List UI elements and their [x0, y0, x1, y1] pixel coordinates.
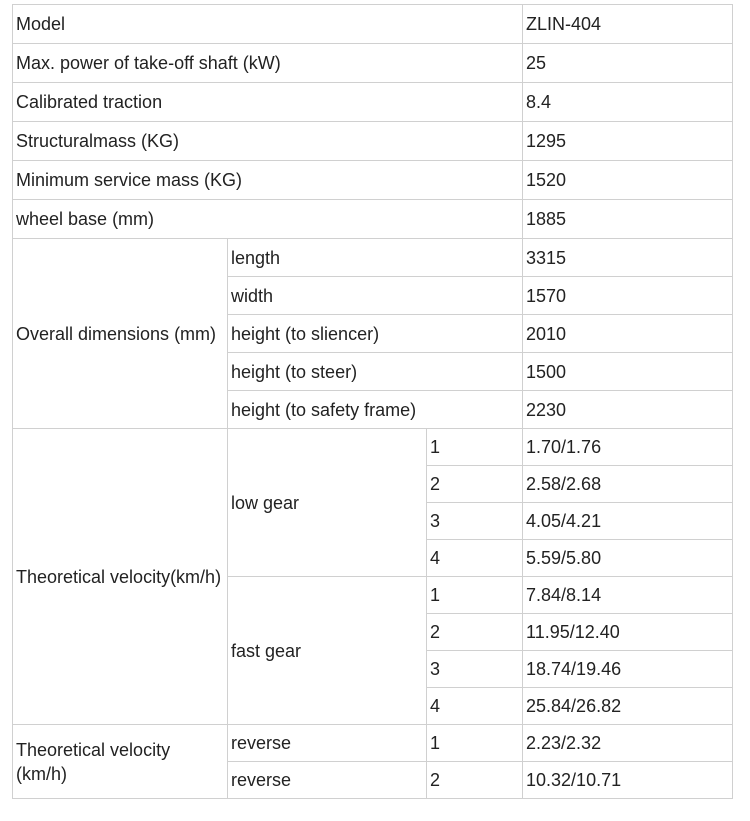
table-row: [13, 200, 733, 239]
spec-table: [12, 4, 733, 799]
velocity-value: 10.32/10.71: [523, 762, 733, 799]
reverse-velocity-label: Theoretical velocity (km/h): [13, 725, 228, 799]
gear-number: 3: [427, 503, 523, 540]
gear-number: 2: [427, 466, 523, 503]
table-row: [13, 429, 733, 466]
gear-group-label: fast gear: [228, 577, 427, 725]
dimension-label: length: [228, 239, 523, 277]
gear-number: 1: [427, 577, 523, 614]
gear-number: 1: [427, 725, 523, 762]
gear-number: 4: [427, 688, 523, 725]
table-row: [13, 122, 733, 161]
reverse-type: reverse: [228, 725, 427, 762]
gear-number: 2: [427, 614, 523, 651]
dimension-value: 2010: [523, 315, 733, 353]
spec-label: Structuralmass (KG): [13, 122, 523, 161]
spec-value: ZLIN-404: [523, 5, 733, 44]
gear-number: 4: [427, 540, 523, 577]
spec-value: 8.4: [523, 83, 733, 122]
spec-value: 1885: [523, 200, 733, 239]
dimension-label: height (to steer): [228, 353, 523, 391]
spec-value: 1520: [523, 161, 733, 200]
spec-label: Minimum service mass (KG): [13, 161, 523, 200]
dimension-label: height (to safety frame): [228, 391, 523, 429]
dimension-value: 1570: [523, 277, 733, 315]
table-row: [13, 725, 733, 762]
velocity-value: 5.59/5.80: [523, 540, 733, 577]
velocity-value: 1.70/1.76: [523, 429, 733, 466]
table-row: [13, 161, 733, 200]
spec-label: wheel base (mm): [13, 200, 523, 239]
velocity-value: 2.23/2.32: [523, 725, 733, 762]
dimension-label: width: [228, 277, 523, 315]
dimension-value: 3315: [523, 239, 733, 277]
dimension-label: height (to sliencer): [228, 315, 523, 353]
theoretical-velocity-label: Theoretical velocity(km/h): [13, 429, 228, 725]
gear-group-label: low gear: [228, 429, 427, 577]
velocity-value: 11.95/12.40: [523, 614, 733, 651]
spec-label: Model: [13, 5, 523, 44]
spec-label: Calibrated traction: [13, 83, 523, 122]
dimension-value: 2230: [523, 391, 733, 429]
spec-label: Max. power of take-off shaft (kW): [13, 44, 523, 83]
table-row: [13, 83, 733, 122]
overall-dimensions-label: Overall dimensions (mm): [13, 239, 228, 429]
velocity-value: 25.84/26.82: [523, 688, 733, 725]
dimension-value: 1500: [523, 353, 733, 391]
velocity-value: 2.58/2.68: [523, 466, 733, 503]
spec-value: 25: [523, 44, 733, 83]
velocity-value: 7.84/8.14: [523, 577, 733, 614]
table-row: [13, 5, 733, 44]
gear-number: 3: [427, 651, 523, 688]
reverse-type: reverse: [228, 762, 427, 799]
table-row: [13, 239, 733, 277]
spec-value: 1295: [523, 122, 733, 161]
gear-number: 1: [427, 429, 523, 466]
gear-number: 2: [427, 762, 523, 799]
velocity-value: 18.74/19.46: [523, 651, 733, 688]
table-row: [13, 44, 733, 83]
velocity-value: 4.05/4.21: [523, 503, 733, 540]
